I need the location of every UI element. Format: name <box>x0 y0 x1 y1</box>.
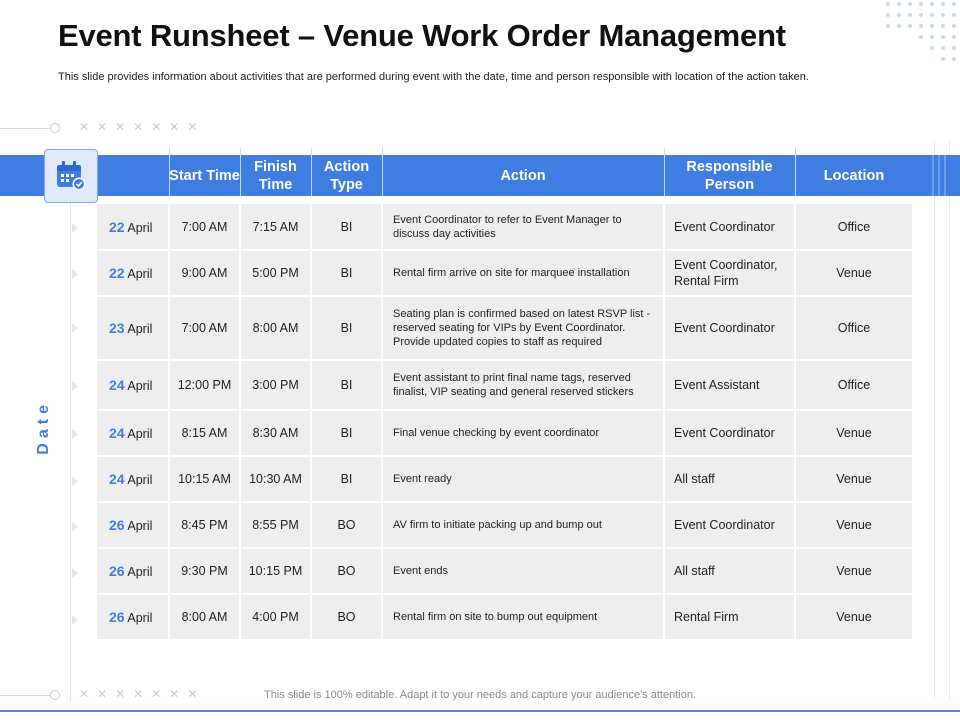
cell-finish-time: 5:00 PM <box>240 250 311 296</box>
cell-action-type: BI <box>311 456 382 502</box>
calendar-check-icon <box>54 159 88 193</box>
cell-finish-time: 8:55 PM <box>240 502 311 548</box>
header-location: Location <box>823 167 885 184</box>
decorative-line <box>0 128 52 129</box>
date-month: April <box>127 322 153 336</box>
date-day: 22 <box>109 265 125 281</box>
cell-responsible-person: Event Coordinator <box>664 204 795 250</box>
page-subtitle: This slide provides information about activities that are performed during event with the date, time and person responsible with location of the action taken. <box>58 71 809 83</box>
date-month: April <box>127 267 153 281</box>
row-arrow-icon <box>72 223 78 233</box>
table-row <box>97 594 913 640</box>
date-month: April <box>127 519 153 533</box>
row-arrow-icon <box>72 381 78 391</box>
header-finish-time: Finish Time <box>254 158 297 193</box>
cell-action: Final venue checking by event coordinator <box>382 410 664 456</box>
date-day: 22 <box>109 218 125 235</box>
header-responsible-person: Responsible Person <box>686 158 773 193</box>
cell-action: Event ready <box>382 456 664 502</box>
cell-action-type: BI <box>311 250 382 296</box>
bottom-accent-line <box>0 710 960 712</box>
table-row <box>97 296 913 360</box>
header-start-time: Start Time <box>169 167 240 184</box>
cell-start-time: 7:00 AM <box>169 296 240 360</box>
cell-responsible-person: All staff <box>664 548 795 594</box>
header-action: Action <box>500 167 546 184</box>
cell-date <box>97 502 169 548</box>
runsheet-table <box>97 204 914 641</box>
cell-finish-time: 8:00 AM <box>240 296 311 360</box>
table-row <box>97 410 913 456</box>
cell-responsible-person: Rental Firm <box>664 594 795 640</box>
date-day: 24 <box>109 425 125 441</box>
cell-date <box>97 360 169 410</box>
date-day: 24 <box>109 471 125 487</box>
cell-start-time: 8:00 AM <box>169 594 240 640</box>
cell-date <box>97 296 169 360</box>
table-row <box>97 360 913 410</box>
cell-action-type: BI <box>311 360 382 410</box>
date-day: 23 <box>109 320 125 336</box>
cell-finish-time: 3:00 PM <box>240 360 311 410</box>
row-arrow-icon <box>72 568 78 578</box>
row-arrow-icon <box>72 522 78 532</box>
table-row <box>97 250 913 296</box>
decorative-x-marks: ✕✕✕✕✕✕✕ <box>79 120 206 134</box>
table-row <box>97 204 913 250</box>
cell-action: AV firm to initiate packing up and bump out <box>382 502 664 548</box>
cell-responsible-person: Event Coordinator, Rental Firm <box>664 250 795 296</box>
cell-date <box>97 548 169 594</box>
cell-date <box>97 204 169 250</box>
cell-location: Office <box>795 360 913 410</box>
date-day: 26 <box>109 563 125 579</box>
cell-date <box>97 250 169 296</box>
cell-action: Event assistant to print final name tags, reserved finalist, VIP seating and general reserved stickers <box>382 360 664 410</box>
cell-action: Event ends <box>382 548 664 594</box>
date-month: April <box>127 565 153 579</box>
table-row <box>97 548 913 594</box>
cell-responsible-person: All staff <box>664 456 795 502</box>
cell-date <box>97 594 169 640</box>
date-day: 26 <box>109 517 125 533</box>
cell-location: Venue <box>795 456 913 502</box>
cell-start-time: 8:15 AM <box>169 410 240 456</box>
cell-action-type: BI <box>311 204 382 250</box>
cell-start-time: 12:00 PM <box>169 360 240 410</box>
cell-start-time: 7:00 AM <box>169 204 240 250</box>
cell-start-time: 9:30 PM <box>169 548 240 594</box>
cell-location: Venue <box>795 594 913 640</box>
cell-date <box>97 456 169 502</box>
date-month: April <box>127 220 153 235</box>
cell-finish-time: 10:15 PM <box>240 548 311 594</box>
cell-action-type: BO <box>311 502 382 548</box>
cell-action: Rental firm arrive on site for marquee installation <box>382 250 664 296</box>
cell-action-line: Provide updated copies to staff as required <box>393 336 602 348</box>
page-title: Event Runsheet – Venue Work Order Management <box>58 18 786 53</box>
cell-location: Venue <box>795 502 913 548</box>
cell-location: Office <box>795 204 913 250</box>
cell-start-time: 8:45 PM <box>169 502 240 548</box>
cell-action: Rental firm on site to bump out equipment <box>382 594 664 640</box>
date-month: April <box>127 473 153 487</box>
header-action-type: Action Type <box>323 158 370 193</box>
cell-location: Office <box>795 296 913 360</box>
decorative-x-marks: ✕✕✕✕✕✕✕ <box>79 687 206 701</box>
cell-action-type: BO <box>311 548 382 594</box>
cell-start-time: 10:15 AM <box>169 456 240 502</box>
cell-action-type: BO <box>311 594 382 640</box>
date-axis-label: Date <box>35 400 52 455</box>
row-arrow-icon <box>72 476 78 486</box>
decorative-right-lines <box>934 140 950 700</box>
cell-responsible-person: Event Assistant <box>664 360 795 410</box>
cell-action-type: BI <box>311 296 382 360</box>
date-month: April <box>127 611 153 625</box>
calendar-icon-box <box>44 149 98 203</box>
cell-start-time: 9:00 AM <box>169 250 240 296</box>
cell-responsible-person: Event Coordinator <box>664 296 795 360</box>
cell-responsible-person: Event Coordinator <box>664 502 795 548</box>
cell-date <box>97 410 169 456</box>
date-day: 26 <box>109 609 125 625</box>
row-arrow-icon <box>72 429 78 439</box>
row-arrow-icon <box>72 615 78 625</box>
cell-location: Venue <box>795 410 913 456</box>
cell-location: Venue <box>795 548 913 594</box>
cell-location: Venue <box>795 250 913 296</box>
decorative-dot-grid <box>878 2 960 72</box>
cell-finish-time: 4:00 PM <box>240 594 311 640</box>
cell-finish-time: 7:15 AM <box>240 204 311 250</box>
row-arrow-icon <box>72 269 78 279</box>
cell-action-line: Seating plan is confirmed based on latest RSVP list - reserved seating for VIPs by Event Coordinator. <box>393 308 651 334</box>
table-row <box>97 502 913 548</box>
cell-action: Event Coordinator to refer to Event Manager to discuss day activities <box>382 204 664 250</box>
date-day: 24 <box>109 377 125 393</box>
cell-action-type: BI <box>311 410 382 456</box>
date-month: April <box>127 427 153 441</box>
row-arrow-icon <box>72 323 78 333</box>
decorative-circle <box>50 123 60 133</box>
cell-responsible-person: Event Coordinator <box>664 410 795 456</box>
table-row <box>97 456 913 502</box>
date-month: April <box>127 379 153 393</box>
cell-action <box>382 296 664 360</box>
cell-finish-time: 8:30 AM <box>240 410 311 456</box>
footer-note: This slide is 100% editable. Adapt it to your needs and capture your audience's attention. <box>264 689 696 701</box>
cell-finish-time: 10:30 AM <box>240 456 311 502</box>
